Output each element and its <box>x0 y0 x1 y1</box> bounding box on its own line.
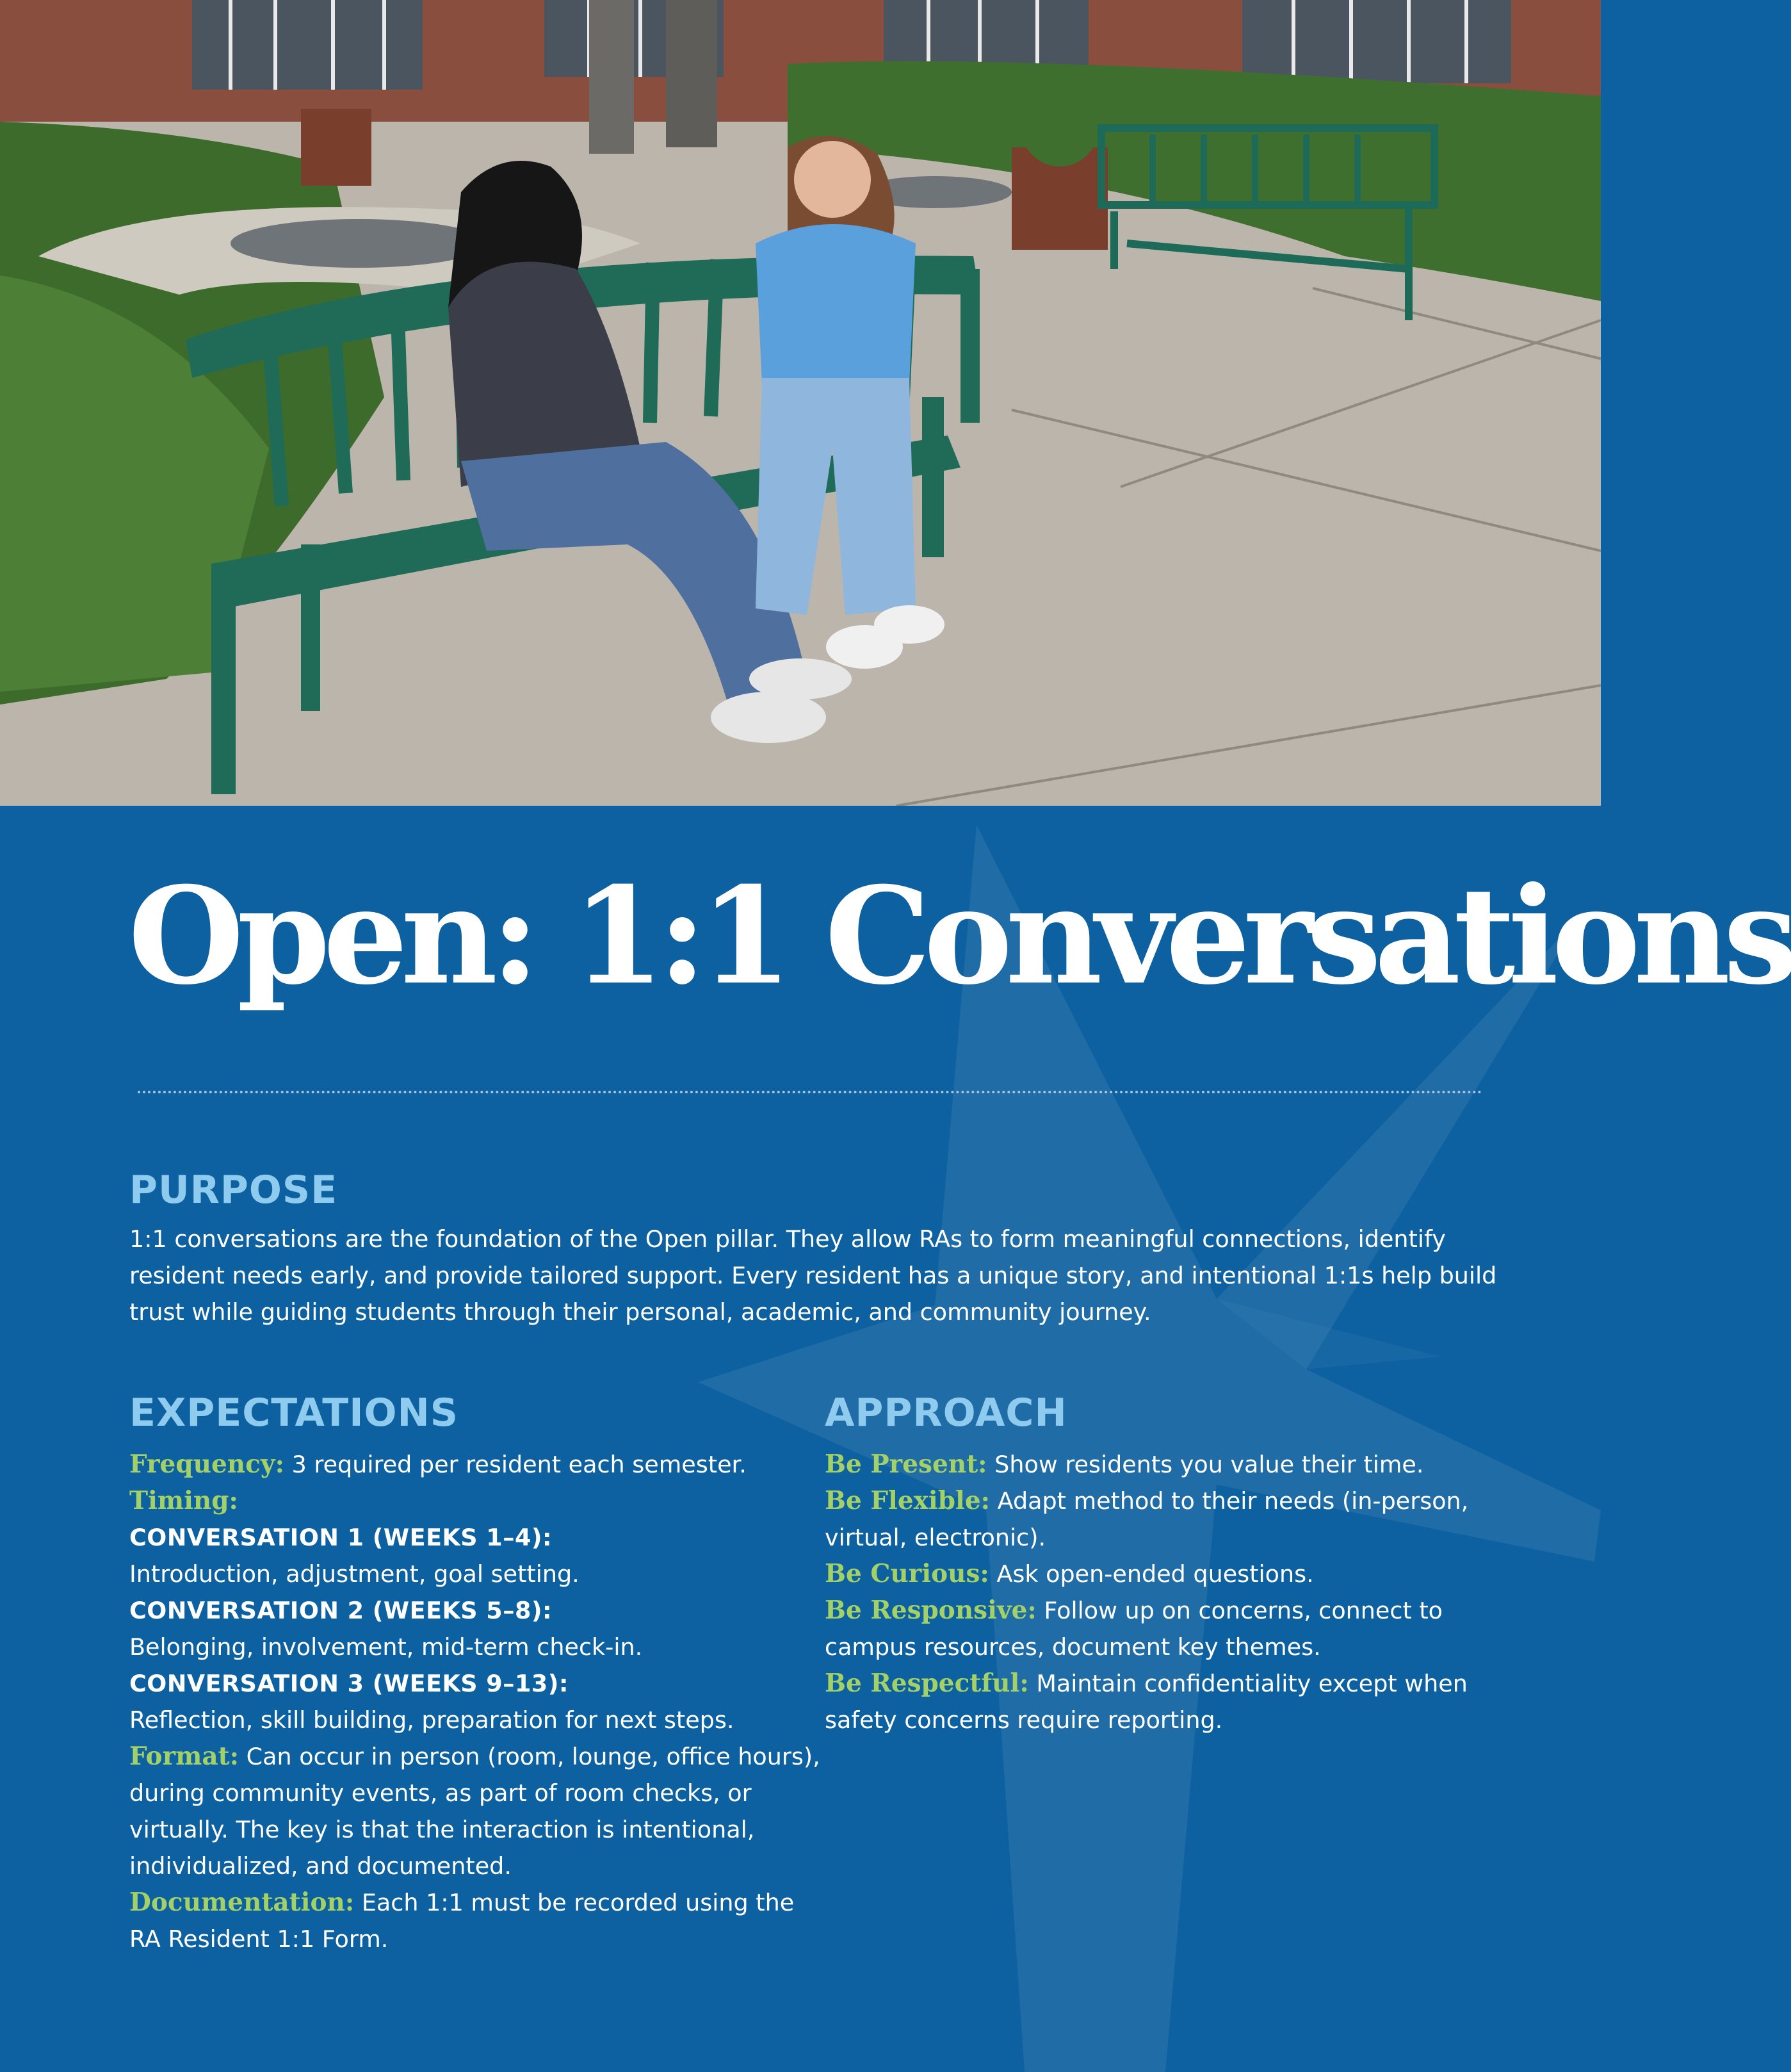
purpose-text: 1:1 conversations are the foundation of the Open pillar. They allow RAs to form meaningful connections, identify resident needs early, and provide tailored support. Every resident has a unique story, and intentional 1:1s help build trust while guiding students through their personal, academic, and community journey. <box>129 1225 1497 1326</box>
expectations-heading: EXPECTATIONS <box>129 1391 458 1435</box>
frequency-text: 3 required per resident each semester. <box>284 1451 747 1478</box>
conversation-1-text: Introduction, adjustment, goal setting. <box>129 1560 579 1588</box>
dotted-divider <box>138 1091 1482 1093</box>
approach-item-text: Adapt method to their needs (in-person, virtual, electronic). <box>825 1487 1469 1551</box>
timing-label: Timing: <box>129 1486 238 1515</box>
approach-heading: APPROACH <box>825 1391 1067 1435</box>
conversation-2-text: Belonging, involvement, mid-term check-in. <box>129 1633 643 1661</box>
frequency-label: Frequency: <box>129 1449 284 1479</box>
documentation-label: Documentation: <box>129 1888 355 1917</box>
approach-item-label: Be Flexible: <box>825 1486 991 1515</box>
approach-item-label: Be Respectful: <box>825 1668 1029 1698</box>
approach-item-text: Maintain confidentiality except when safety concerns require reporting. <box>825 1670 1468 1734</box>
approach-item <box>825 1446 1497 1483</box>
approach-item <box>825 1665 1497 1738</box>
documentation-row <box>129 1884 827 1957</box>
approach-item-label: Be Responsive: <box>825 1595 1037 1625</box>
conversation-1-title: CONVERSATION 1 (WEEKS 1–4): <box>129 1524 553 1551</box>
hero-photo <box>0 0 1601 806</box>
format-label: Format: <box>129 1742 239 1771</box>
approach-item-label: Be Present: <box>825 1449 987 1479</box>
timing-row <box>129 1483 827 1519</box>
format-text: Can occur in person (room, lounge, office hours), during community events, as part of room checks, or virtually. The key is that the interaction is intentional, individualized, and documented. <box>129 1743 820 1880</box>
purpose-heading: PURPOSE <box>129 1168 338 1212</box>
format-row <box>129 1738 827 1884</box>
approach-item <box>825 1483 1497 1556</box>
expectations-column <box>129 1446 827 1957</box>
page-title: Open: 1:1 Conversations <box>128 858 1791 1015</box>
hero-photo-illustration <box>0 0 1601 806</box>
approach-item-label: Be Curious: <box>825 1559 989 1588</box>
conversation-2-title: CONVERSATION 2 (WEEKS 5–8): <box>129 1597 553 1624</box>
content-panel <box>0 806 1791 2072</box>
approach-item-text: Follow up on concerns, connect to campus resources, document key themes. <box>825 1597 1443 1661</box>
approach-item-text: Ask open-ended questions. <box>989 1560 1314 1588</box>
conversation-3-title: CONVERSATION 3 (WEEKS 9–13): <box>129 1670 569 1697</box>
documentation-text: Each 1:1 must be recorded using the RA Resident 1:1 Form. <box>129 1889 795 1953</box>
approach-item-text: Show residents you value their time. <box>987 1451 1424 1478</box>
conversation-3-text: Reflection, skill building, preparation for next steps. <box>129 1706 734 1734</box>
approach-item <box>825 1556 1497 1592</box>
frequency-row <box>129 1446 827 1483</box>
approach-column <box>825 1446 1497 1738</box>
approach-item <box>825 1592 1497 1665</box>
